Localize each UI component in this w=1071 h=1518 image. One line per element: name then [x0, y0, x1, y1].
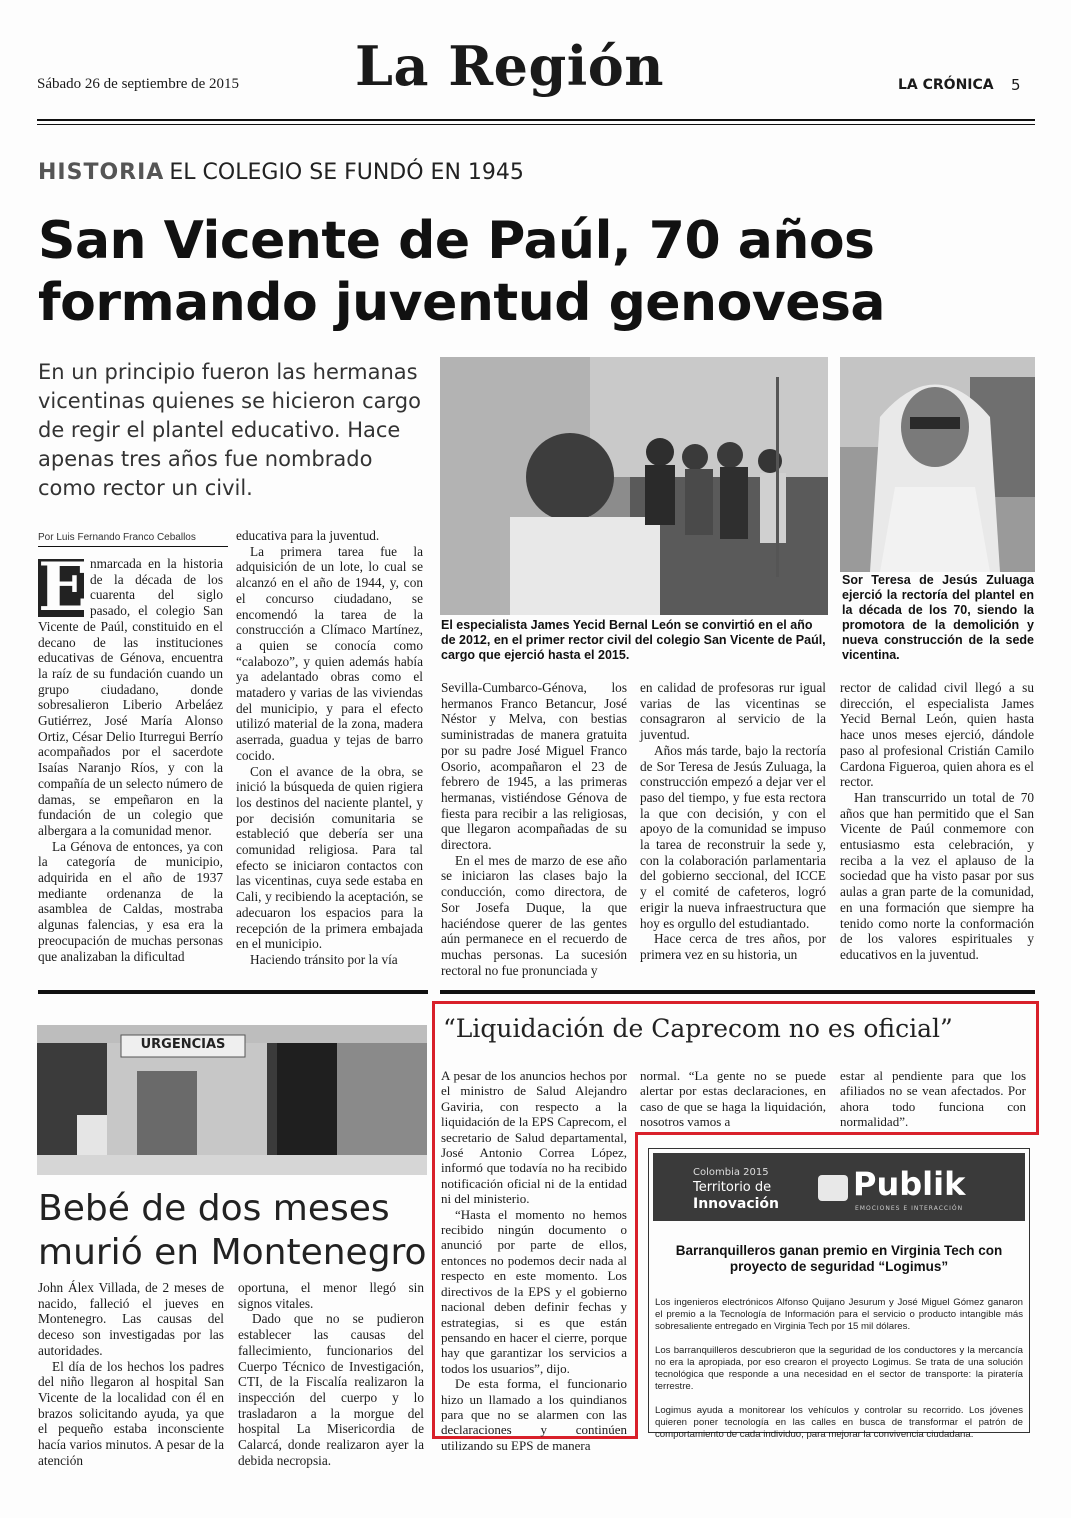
- section-divider: [440, 990, 1035, 994]
- bebe-headline: Bebé de dos meses murió en Montenegro: [38, 1188, 427, 1273]
- paragraph: Haciendo tránsito por la vía: [250, 951, 398, 967]
- urgencias-sign: URGENCIAS: [140, 1037, 226, 1052]
- drop-cap: E: [38, 548, 89, 626]
- paragraph: en calidad de profesoras rur igual varias de las vicentinas se consagraron al servicio de la juventud.: [640, 680, 826, 743]
- caprecom-headline: “Liquidación de Caprecom no es oficial”: [443, 1014, 953, 1043]
- paragraph: Con el avance de la obra, se inició la búsqueda de quien rigiera los destinos del naciente plantel, y por decisión comunitaria se estableció que debería ser una comunidad religiosa. Para tal efecto se iniciaron contactos con las vicentinas, cuya sede estaba en Cali, y recibiendo la aceptación, se adecuaron los espacios para la recepción de la primera embajada en el municipio.: [236, 763, 423, 952]
- paragraph: De esta forma, el funcionario hizo un llamado a los quindianos para que no se alarmen con las declaraciones y continúen utilizando su EPS de manera: [441, 1376, 627, 1453]
- main-column-1: [38, 548, 223, 964]
- main-column-4: [640, 680, 826, 963]
- newspaper-section-title: La Región: [355, 34, 665, 98]
- section-divider: [38, 990, 428, 994]
- ad-paragraph: Los ingenieros electrónicos Alfonso Quijano Jesurum y José Miguel Gómez ganaron el premio a la Tecnología de Información para el servicio o producto intangible más sobresaliente entregado en Virginia Tech por 15 mil dólares.: [655, 1297, 1023, 1332]
- nun-photo-image: [840, 357, 1035, 572]
- bebe-column-1: [38, 1280, 224, 1468]
- ad-banner-line-3: Innovación: [693, 1196, 780, 1212]
- paragraph: “Hasta el momento no hemos recibido ningún documento o anunció por parte de ellos, entonces no podemos decir nada al respecto en este momento. Los directivos de la EPS y el gobierno nacional deben definir fechas y estrategias, si es que están pensando en hacer el cierre, porque hay que garantizar los servicios a todos los usuarios”, dijo.: [441, 1206, 627, 1376]
- main-column-2: [236, 528, 423, 968]
- main-column-3: [441, 680, 627, 978]
- paragraph: La Génova de entonces, ya con la categoría de municipio, adquirida en el año de 1937 mediante ordenanza de la asamblea de Caldas, mostraba algunas falencias, y esa era la preocupación de muchas personas que analizaban la dificultad: [38, 838, 223, 964]
- ad-body: [655, 1297, 1023, 1453]
- ad-banner-line-1: Colombia 2015: [693, 1167, 769, 1178]
- paragraph: oportuna, el menor llegó sin signos vitales.: [238, 1280, 424, 1311]
- kicker-text: EL COLEGIO SE FUNDÓ EN 1945: [169, 160, 524, 185]
- paragraph: Años más tarde, bajo la rectoría de Sor Teresa de Jesús Zuluaga, la construcción empezó a dejar ver el paso del tiempo, y fue esta rectora la que con decisión, y con el apoyo de la comunidad se impuso la tarea de reconstruir la sede y, con la colaboración parlamentaria del gobierno seccional, del ICCE y el comité de cafeteros, logró erigir la nueva infraestructura que hoy es orgullo del estudiantado.: [640, 742, 826, 931]
- paragraph: Han transcurrido un total de 70 años que han permitido que el San Vicente de Paúl conmemore con entusiasmo esta celebración, y reciba a la vez el aplauso de la sociedad que ha visto pasar por sus aulas a gran parte de la comunidad, en una formación que siempre ha tenido como norte la conformación de los valores espirituales y educativos en la juventud.: [840, 789, 1034, 962]
- ad-paragraph: Los barranquilleros descubrieron que la seguridad de los conductores y la mercancía no era la apropiada, por eso crearon el proyecto Logimus. Se trata de una solución tecnológica que responde a una necesidad en el sector de transporte: la piratería terrestre.: [655, 1345, 1023, 1392]
- paragraph: nmarcada en la historia de la década de los cuarenta del siglo pasado, el colegio San Vicente de Paúl, constituido en el decano de las instituciones educativas de Génova, encuentra la raíz de su fundación cuando un grupo ciudadano, donde sobresalieron Liberio Arbeláez Gutiérrez, José María Alonso Ortiz, César Delio Iturregui Berrío acompañados por el sacerdote Isaías Naranjo Ríos, y con la compañía de un selecto número de damas, se empeñaron en la fundación de un colegio que albergara a la comunidad menor.: [38, 556, 223, 838]
- paragraph: educativa para la juventud.: [236, 528, 380, 543]
- kicker-category: HISTORIA: [38, 160, 165, 185]
- paragraph: La primera tarea fue la adquisición de un lote, lo cual se alcanzó en el año de 1944, y, con el concurso ciudadano, se encomendó la tarea de la construcción a Clímaco Martínez, a quien se conocía como “calabozo”, y quien además había ya adelantado obras como el matadero y varias de las viviendas del municipio, y para el efecto utilizó material de la zona, madera aserrada, guadua y tejas de barro cocido.: [236, 543, 423, 763]
- paragraph: A pesar de los anuncios hechos por el ministro de Salud Alejandro Gaviria, con respecto a la liquidación de la EPS Caprecom, el secretario de Salud departamental, José Antonio Correa López, informó que todavía no ha recibido notificación oficial ni de la entidad ni del ministerio.: [441, 1068, 627, 1207]
- header-rule: [37, 119, 1035, 121]
- paragraph: El día de los hechos los padres del niño llegaron al hospital San Vicente de la localidad con él en brazos solicitando ayuda, ya que el pequeño estaba inconsciente hacía varios minutos. A pesar de la atención: [38, 1358, 224, 1468]
- main-column-5: [840, 680, 1034, 963]
- rector-photo-caption: El especialista James Yecid Bernal León se convirtió en el año de 2012, en el primer rector civil del colegio San Vicente de Paúl, cargo que ejerció hasta el 2015.: [441, 618, 826, 662]
- caprecom-column-3: [840, 1068, 1026, 1130]
- paragraph: En el mes de marzo de ese año se iniciaron las clases bajo la conducción, como directora, de Sor Josefa Duque, la que haciéndose querer de las gentes aún permanece en el recuerdo de muchas personas. La sucesión rectoral no fue pronunciada y: [441, 852, 627, 978]
- paragraph: Hace cerca de tres años, por primera vez en su historia, un: [640, 931, 826, 962]
- rector-photo: [440, 357, 828, 615]
- issue-date: Sábado 26 de septiembre de 2015: [37, 76, 240, 92]
- ad-paragraph: Logimus ayuda a monitorear los vehículos y controlar su recorrido. Los jóvenes quieren poner tecnología en las calles en busca de transformar el patrón de comportamiento de cada individuo, para mejorar la convivencia ciudadana.: [655, 1405, 1023, 1440]
- paragraph: Dado que no se pudieron establecer las causas del fallecimiento, funcionarios del Cuerpo Técnico de Investigación, CTI, de la Fiscalía realizaron la inspección del cuerpo y lo trasladaron a la morgue del hospital La Misericordia de Calarcá, donde realizaron ayer la debida necropsia.: [238, 1311, 424, 1468]
- ad-title: Barranquilleros ganan premio en Virginia Tech con proyecto de seguridad “Logimus”: [675, 1243, 1003, 1274]
- section-name: LA CRÓNICA: [898, 77, 994, 93]
- paragraph: John Álex Villada, de 2 meses de nacido, falleció el jueves en Montenegro. Las causas del deceso son investigadas por las autoridades.: [38, 1280, 224, 1358]
- page-number: 5: [1011, 76, 1021, 94]
- paragraph: rector de calidad civil llegó a su dirección, el especialista James Yecid Bernal León, quien hasta hace unos meses ejerció, dándole paso al profesional Cristián Camilo Cardona Figueroa, quien ahora es el rector.: [840, 680, 1034, 790]
- kicker: [38, 160, 524, 185]
- bebe-column-2: [238, 1280, 424, 1468]
- publik-logo-icon: [818, 1175, 848, 1201]
- ad-banner: [653, 1153, 1025, 1221]
- hospital-photo: [37, 1025, 427, 1175]
- paragraph: estar al pendiente para que los afiliados no se vean afectados. Por ahora todo funciona con normalidad”.: [840, 1068, 1026, 1130]
- caprecom-column-2: [640, 1068, 826, 1130]
- paragraph: Sevilla-Cumbarco-Génova, los hermanos Franco Betancur, José Néstor y Melva, con bestias suministradas de manera gratuita por su padre José Miguel Franco Osorio, acompañaron el 23 de febrero de 1945, a las primeras hermanas, vistiéndose Génova de fiesta para recibir a las religiosas, que llegaron acompañadas de su directora.: [441, 680, 627, 853]
- rector-photo-image: [440, 357, 828, 615]
- byline-rule: [38, 546, 228, 547]
- advertisement: [648, 1148, 1030, 1440]
- nun-photo: [840, 357, 1035, 572]
- ad-banner-line-2: Territorio de: [693, 1180, 772, 1195]
- paragraph: normal. “La gente no se puede alertar por estas declaraciones, en caso de que se haga la liquidación, nosotros vamos a: [640, 1068, 826, 1130]
- main-lede: En un principio fueron las hermanas vicentinas quienes se hicieron cargo de regir el plantel educativo. Hace apenas tres años fue nombrado como rector un civil.: [38, 360, 421, 500]
- ad-brand-tagline: EMOCIONES E INTERACCIÓN: [855, 1205, 964, 1212]
- main-headline: San Vicente de Paúl, 70 años formando juventud genovesa: [38, 211, 886, 333]
- byline: Por Luis Fernando Franco Ceballos: [38, 532, 196, 543]
- nun-photo-caption: Sor Teresa de Jesús Zuluaga ejerció la rectoría del plantel en la década de los 70, siendo la promotora de la demolición y nueva construcción de la sede vicentina.: [842, 573, 1034, 662]
- ad-brand: Publik: [853, 1165, 966, 1203]
- header-rule-thin: [37, 124, 1035, 125]
- caprecom-column-1: [441, 1068, 627, 1453]
